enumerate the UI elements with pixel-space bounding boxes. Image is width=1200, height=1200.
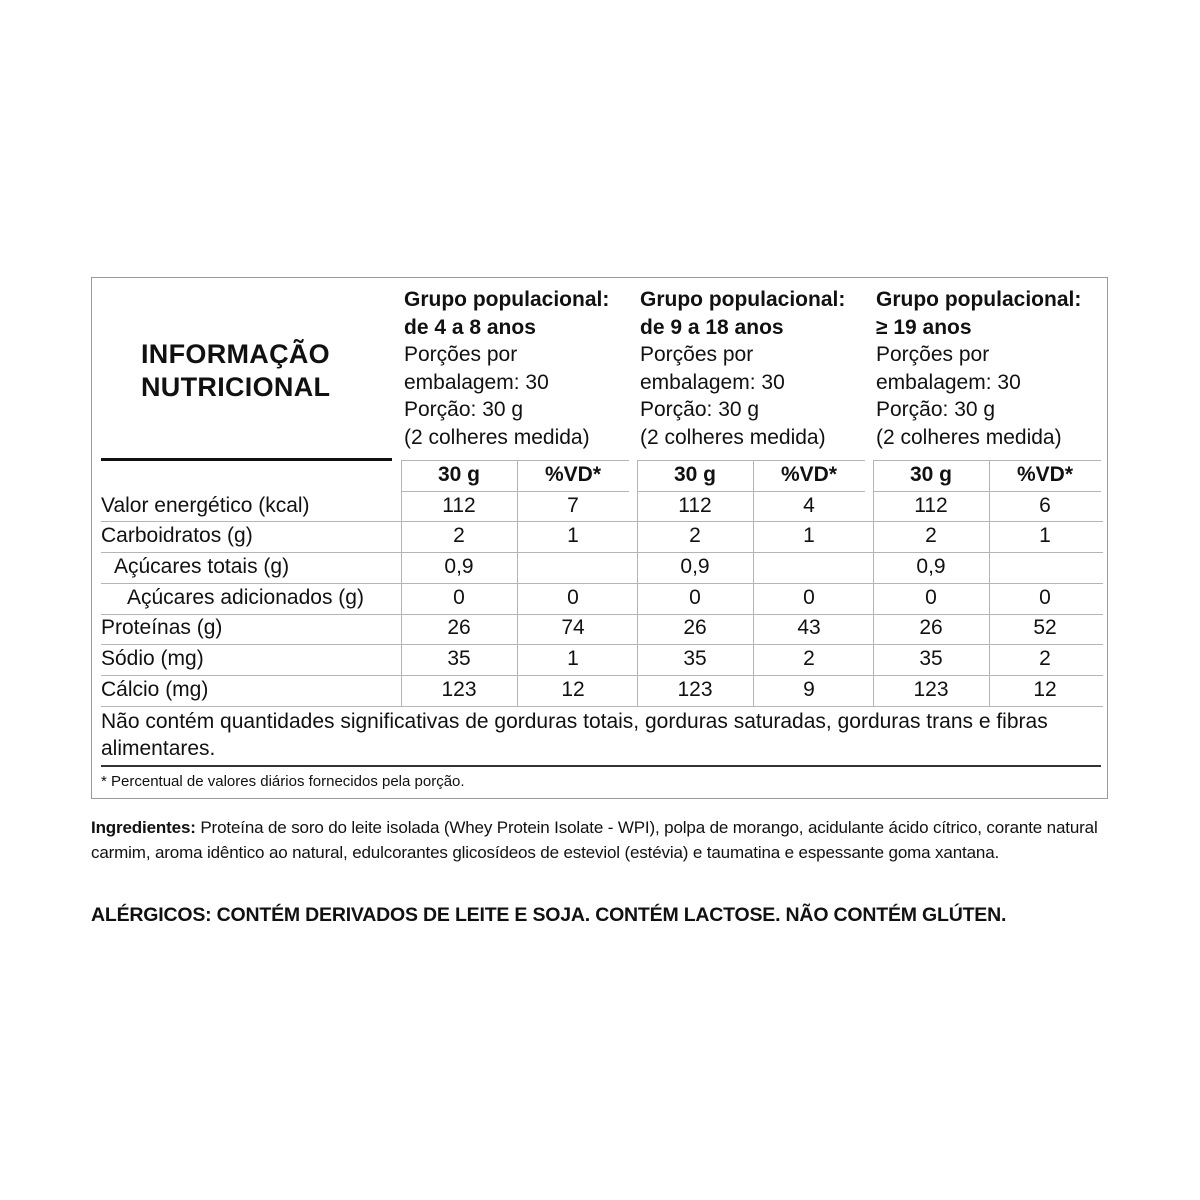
column-header: %VD* (1016, 463, 1074, 486)
table-cell: 2 (453, 524, 465, 548)
group-age-range: de 4 a 8 anos (404, 315, 536, 339)
table-cell: 1 (803, 524, 815, 548)
table-cell: 52 (1033, 616, 1057, 640)
group-portion-note: (2 colheres medida) (640, 425, 826, 449)
column-header: 30 g (437, 463, 481, 486)
table-cell: 6 (1039, 493, 1051, 517)
title-line-2: NUTRICIONAL (141, 372, 331, 402)
table-cell (753, 552, 865, 583)
table-cell: 0 (803, 585, 815, 609)
table-cell: 0 (453, 585, 465, 609)
table-cell: 9 (803, 677, 815, 701)
group-heading: Grupo populacional: (640, 288, 846, 311)
table-cell: 43 (797, 616, 821, 640)
group-portion: Porção: 30 g (640, 398, 760, 421)
row-label: Açúcares totais (g) (114, 555, 290, 579)
table-cell: 74 (561, 616, 585, 640)
group-age-range: ≥ 19 anos (876, 315, 972, 339)
nutrition-facts-panel (91, 277, 1108, 799)
group-portion-note: (2 colheres medida) (404, 425, 590, 449)
population-group-3 (876, 286, 1108, 451)
table-cell: 1 (567, 524, 579, 548)
row-label: Sódio (mg) (101, 647, 204, 671)
group-heading: Grupo populacional: (876, 288, 1082, 311)
group-age-range: de 9 a 18 anos (640, 315, 784, 339)
table-cell: 35 (683, 647, 707, 671)
column-header: 30 g (909, 463, 953, 486)
table-row (101, 613, 1103, 644)
table-cell: 123 (677, 677, 713, 701)
footnote: * Percentual de valores diários fornecidos pela porção. (101, 773, 465, 790)
table-cell: 4 (803, 493, 815, 517)
table-cell: 1 (567, 647, 579, 671)
column-header: 30 g (673, 463, 717, 486)
group-portion: Porção: 30 g (876, 398, 996, 421)
table-cell: 35 (919, 647, 943, 671)
title-line-1: INFORMAÇÃO (141, 339, 330, 369)
table-cell (989, 552, 1101, 583)
table-cell: 12 (561, 677, 585, 701)
table-cell: 26 (683, 616, 707, 640)
population-group-2 (640, 286, 872, 451)
table-cell: 26 (447, 616, 471, 640)
table-cell: 1 (1039, 524, 1051, 548)
table-cell: 123 (441, 677, 477, 701)
group-servings-count: embalagem: 30 (876, 370, 1021, 394)
row-label: Proteínas (g) (101, 616, 223, 640)
table-cell (517, 552, 629, 583)
table-cell: 26 (919, 616, 943, 640)
table-cell: 0,9 (680, 555, 710, 579)
table-cell: 35 (447, 647, 471, 671)
ingredients-label: Ingredientes: (91, 818, 196, 837)
table-row (101, 521, 1103, 552)
group-servings: Porções por (404, 343, 518, 366)
group-portion: Porção: 30 g (404, 398, 524, 421)
table-cell: 123 (913, 677, 949, 701)
column-header: %VD* (780, 463, 838, 486)
ingredients-paragraph (91, 815, 1111, 865)
table-cell: 0 (1039, 585, 1051, 609)
group-heading: Grupo populacional: (404, 288, 610, 311)
table-header-row (101, 460, 1103, 491)
row-label: Cálcio (mg) (101, 677, 209, 701)
table-cell: 0 (689, 585, 701, 609)
table-cell: 2 (803, 647, 815, 671)
population-group-1 (404, 286, 636, 451)
table-cell: 12 (1033, 677, 1057, 701)
table-row (101, 491, 1103, 522)
table-cell: 0 (925, 585, 937, 609)
row-label: Carboidratos (g) (101, 524, 253, 548)
nutrition-title (141, 338, 401, 404)
row-label: Valor energético (kcal) (101, 493, 310, 517)
table-row (101, 552, 1103, 583)
table-cell: 7 (567, 493, 579, 517)
table-cell: 0,9 (444, 555, 474, 579)
column-header: %VD* (544, 463, 602, 486)
table-cell: 2 (925, 524, 937, 548)
table-row (101, 675, 1103, 706)
table-row (101, 583, 1103, 614)
table-cell: 112 (442, 493, 476, 517)
group-servings-count: embalagem: 30 (640, 370, 785, 394)
nutrition-table (101, 460, 1103, 706)
table-row (101, 644, 1103, 675)
group-servings-count: embalagem: 30 (404, 370, 549, 394)
group-portion-note: (2 colheres medida) (876, 425, 1062, 449)
group-servings: Porções por (640, 343, 754, 366)
table-cell: 0 (567, 585, 579, 609)
table-cell: 0,9 (916, 555, 946, 579)
row-label: Açúcares adicionados (g) (127, 585, 364, 609)
group-servings: Porções por (876, 343, 990, 366)
ingredients-text: Proteína de soro do leite isolada (Whey Protein Isolate - WPI), polpa de morango, acidulante ácido cítrico, corante natural carmim, aroma idêntico ao natural, edulcorantes glicosídeos de esteviol (estévia) e taumatina e espessante goma xantana. (91, 818, 1098, 862)
not-significant-note: Não contém quantidades significativas de gorduras totais, gorduras saturadas, gorduras trans e fibras alimentares. (101, 710, 1048, 760)
table-cell: 112 (678, 493, 712, 517)
table-cell: 112 (914, 493, 948, 517)
footnote-divider (101, 765, 1101, 767)
allergens-statement: ALÉRGICOS: CONTÉM DERIVADOS DE LEITE E SOJA. CONTÉM LACTOSE. NÃO CONTÉM GLÚTEN. (91, 904, 1007, 926)
table-cell: 2 (689, 524, 701, 548)
table-cell: 2 (1039, 647, 1051, 671)
